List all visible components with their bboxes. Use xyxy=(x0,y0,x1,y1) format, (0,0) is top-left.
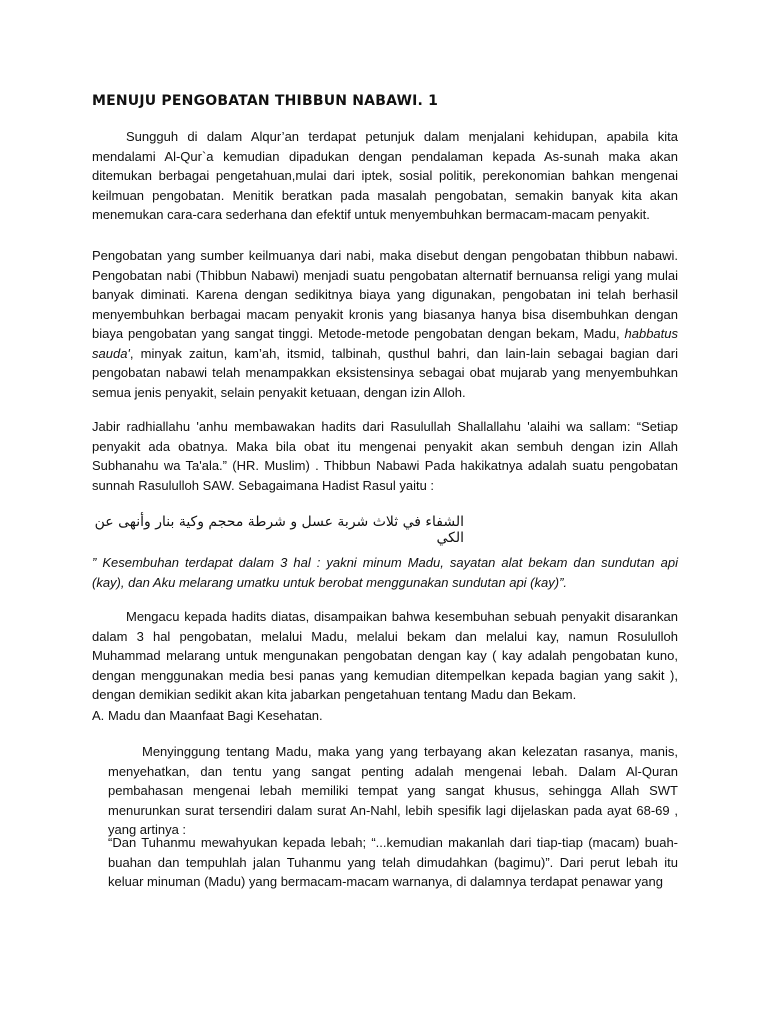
paragraph-hadith-jabir: Jabir radhiallahu 'anhu membawakan hadits dari Rasulullah Shallallahu 'alaihi wa sallam: “Setiap penyakit ada obatnya. Maka bila obat itu mengenai penyakit akan sembuh dengan izin Allah Subhanahu wa Ta'ala.” (HR. Muslim) . Thibbun Nabawi Pada hakikatnya adalah suatu pengobatan sunnah Rasululloh SAW. Sebagaimana Hadist Rasul yaitu : xyxy=(92,419,678,493)
hadith-translation: ” Kesembuhan terdapat dalam 3 hal : yakni minum Madu, sayatan alat bekam dan sundutan api (kay), dan Aku melarang umatku untuk berobat menggunakan sundutan api (kay)”. xyxy=(92,555,678,590)
paragraph-quran-quote: “Dan Tuhanmu mewahyukan kepada lebah; “...kemudian makanlah dari tiap-tiap (macam) buah-buahan dan tempuhlah jalan Tuhanmu yang telah dimudahkan (bagimu)”. Dari perut lebah itu keluar minuman (Madu) yang bermacam-macam warnanya, di dalamnya terdapat penawar yang xyxy=(108,835,678,889)
intro-paragraph: Sungguh di dalam Alqur’an terdapat petunjuk dalam menjalani kehidupan, apabila kita mendalami Al-Qur`a kemudian dipadukan dengan pendalaman kepada As-sunah maka akan ditemukan berbagai pengetahuan,mulai dari iptek, sosial politik, perekonomian bahkan mengenai keilmuan pengobatan. Menitik beratkan pada masalah pengobatan, semakin banyak kita akan menemukan cara-cara sederhana dan efektif untuk menyembuhkan bermacam-macam penyakit. xyxy=(92,129,678,222)
section-a-heading xyxy=(92,708,323,723)
document-title: MENUJU PENGOBATAN THIBBUN NABAWI. 1 xyxy=(92,93,439,109)
paragraph-thibbun-nabawi xyxy=(92,246,678,402)
arabic-hadith: الشفاء في ثلاث شربة عسل و شرطة محجم وكية بنار وأنهى عن الكي xyxy=(94,514,464,546)
section-a-title: Madu dan Maanfaat Bagi Kesehatan. xyxy=(108,708,323,723)
paragraph-madu: Menyinggung tentang Madu, maka yang yang terbayang akan kelezatan rasanya, manis, menyehatkan, dan tentu yang sangat penting adalah mengenai lebah. Dalam Al-Quran pembahasan mengenai lebah memiliki tempat yang sangat khusus, sehingga Allah SWT menurunkan surat tersendiri dalam surat An-Nahl, lebih spesifik lagi dijelaskan pada ayat 68-69 , yang artinya : xyxy=(108,744,678,837)
paragraph-2-text: Pengobatan yang sumber keilmuanya dari nabi, maka disebut dengan pengobatan thibbun nabawi. Pengobatan nabi (Thibbun Nabawi) menjadi suatu pengobatan alternatif bernuansa religi yang mulai banyak diminati. Karena dengan sedikitnya biaya yang digunakan, pengobatan ini telah berhasil menyembuhkan berbagai macam penyakit kronis yang biasanya hanya bisa disembuhkan dengan biaya pengobatan yang sangat tinggi. Metode-metode pengobatan dengan bekam, Madu, xyxy=(92,248,678,341)
paragraph-2-italic: habbatus sauda' xyxy=(92,326,678,361)
section-a-letter: A. xyxy=(92,708,105,723)
paragraph-2-end: , minyak zaitun, kam’ah, itsmid, talbinah, qusthul bahri, dan lain-lain sebagai bagian dari pengobatan nabawi telah menampakkan eksistensinya sebagai obat mujarab yang menyembuhkan semua jenis penyakit, selain penyakit ketuaan, dengan izin Alloh. xyxy=(92,345,678,400)
paragraph-explanation: Mengacu kepada hadits diatas, disampaikan bahwa kesembuhan sebuah penyakit disarankan dalam 3 hal pengobatan, melalui Madu, melalui bekam dan melalui kay, namun Rosululloh Muhammad melarang untuk mengunakan pengobatan dengan kay ( kay adalah pengobatan kuno, dengan menggunakan media besi panas yang kemudian ditempelkan kepada bagian yang sakit ), dengan demikian sedikit akan kita jabarkan pengetahuan tentang Madu dan Bekam. xyxy=(92,609,678,702)
